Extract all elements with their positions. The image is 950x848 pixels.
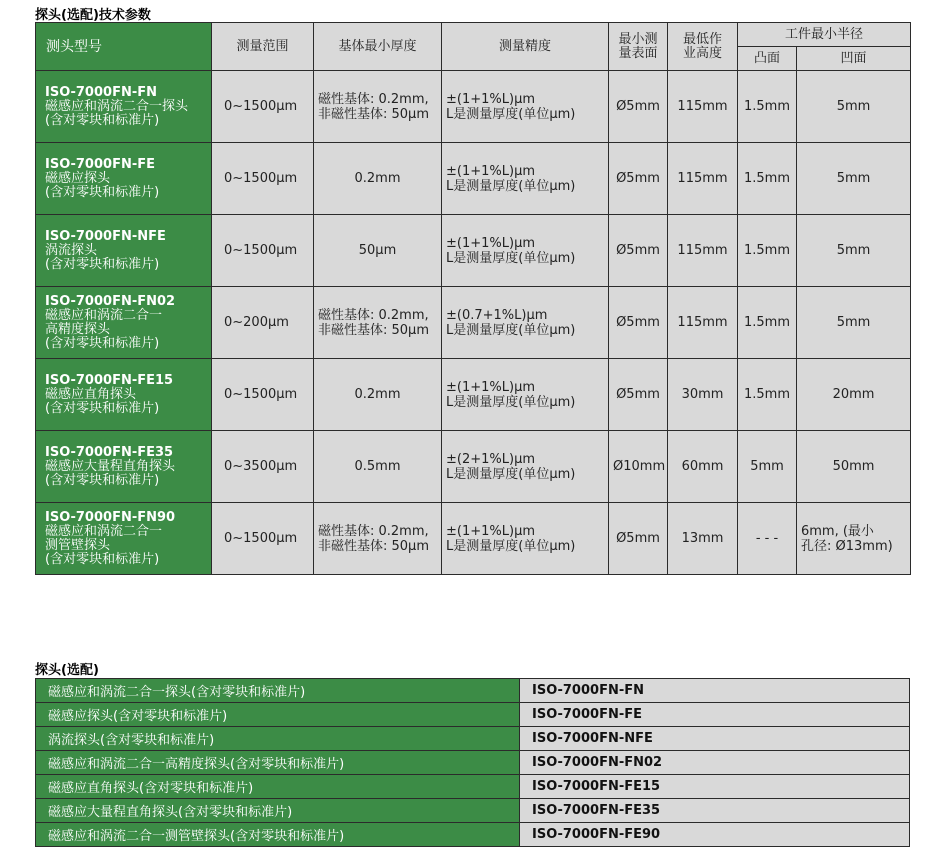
model-name: ISO-7000FN-NFE bbox=[45, 228, 166, 244]
min-thickness-cell-line: 0.5mm bbox=[354, 459, 401, 474]
model-cell bbox=[36, 431, 212, 503]
probe-section-title: 探头(选配) bbox=[35, 663, 99, 678]
convex-cell: 1.5mm bbox=[738, 287, 797, 359]
header-min-height-line2: 业高度 bbox=[682, 45, 722, 61]
range-cell: 0~1500μm bbox=[212, 503, 314, 575]
accuracy-cell-line: L是测量厚度(单位μm) bbox=[446, 466, 576, 482]
concave-cell bbox=[797, 143, 911, 215]
header-min-height-line1: 最低作 bbox=[682, 31, 722, 47]
min-height-cell: 115mm bbox=[668, 287, 738, 359]
spec-table-body bbox=[36, 71, 911, 575]
probe-desc: 磁感应探头(含对零块和标准片) bbox=[36, 703, 520, 727]
model-desc-line: 磁感应和涡流二合一 bbox=[45, 523, 163, 539]
model-desc-line: (含对零块和标准片) bbox=[45, 400, 160, 416]
accuracy-cell bbox=[442, 287, 609, 359]
header-model: 测头型号 bbox=[36, 23, 212, 71]
model-cell bbox=[36, 71, 212, 143]
model-desc-line: (含对零块和标准片) bbox=[45, 472, 160, 488]
header-min-height bbox=[668, 23, 738, 71]
min-thickness-cell bbox=[314, 431, 442, 503]
model-cell bbox=[36, 503, 212, 575]
probe-code: ISO-7000FN-FE90 bbox=[520, 823, 910, 847]
model-cell bbox=[36, 359, 212, 431]
model-name: ISO-7000FN-FE15 bbox=[45, 372, 174, 388]
probe-code: ISO-7000FN-NFE bbox=[520, 727, 910, 751]
table-row bbox=[36, 775, 910, 799]
accuracy-cell-line: ±(1+1%L)μm bbox=[446, 163, 536, 179]
min-thickness-cell-line: 磁性基体: 0.2mm, bbox=[318, 523, 429, 539]
header-min-surface-line1: 最小测 bbox=[618, 31, 658, 47]
header-min-thickness: 基体最小厚度 bbox=[314, 23, 442, 71]
convex-cell: 1.5mm bbox=[738, 359, 797, 431]
min-thickness-cell-line: 0.2mm bbox=[354, 171, 401, 186]
min-surface-cell: Ø5mm bbox=[609, 359, 668, 431]
concave-cell-line: 5mm bbox=[836, 99, 871, 114]
min-surface-cell: Ø5mm bbox=[609, 287, 668, 359]
accuracy-cell-line: ±(1+1%L)μm bbox=[446, 523, 536, 539]
accuracy-cell bbox=[442, 431, 609, 503]
model-desc-line: 磁感应和涡流二合一 bbox=[45, 307, 163, 323]
min-surface-cell: Ø5mm bbox=[609, 143, 668, 215]
min-height-cell: 115mm bbox=[668, 71, 738, 143]
probe-desc: 磁感应和涡流二合一高精度探头(含对零块和标准片) bbox=[36, 751, 520, 775]
min-height-cell: 30mm bbox=[668, 359, 738, 431]
header-min-radius: 工件最小半径 bbox=[738, 23, 911, 47]
model-desc-line: 测管壁探头 bbox=[45, 537, 111, 553]
model-cell bbox=[36, 287, 212, 359]
concave-cell-line: 20mm bbox=[832, 387, 875, 402]
probe-desc: 磁感应大量程直角探头(含对零块和标准片) bbox=[36, 799, 520, 823]
min-thickness-cell bbox=[314, 215, 442, 287]
probe-code: ISO-7000FN-FN02 bbox=[520, 751, 910, 775]
min-surface-cell: Ø10mm bbox=[609, 431, 668, 503]
convex-cell: 5mm bbox=[738, 431, 797, 503]
model-desc-line: 涡流探头 bbox=[45, 242, 98, 258]
model-desc-line: (含对零块和标准片) bbox=[45, 184, 160, 200]
probe-code: ISO-7000FN-FN bbox=[520, 679, 910, 703]
header-convex: 凸面 bbox=[738, 47, 797, 71]
accuracy-cell-line: L是测量厚度(单位μm) bbox=[446, 106, 576, 122]
probe-code: ISO-7000FN-FE15 bbox=[520, 775, 910, 799]
header-accuracy: 测量精度 bbox=[442, 23, 609, 71]
model-name: ISO-7000FN-FE35 bbox=[45, 444, 174, 460]
range-cell: 0~1500μm bbox=[212, 71, 314, 143]
min-thickness-cell-line: 0.2mm bbox=[354, 387, 401, 402]
concave-cell bbox=[797, 287, 911, 359]
min-thickness-cell-line: 磁性基体: 0.2mm, bbox=[318, 91, 429, 107]
min-height-cell: 13mm bbox=[668, 503, 738, 575]
concave-cell-line: 5mm bbox=[836, 243, 871, 258]
probe-code: ISO-7000FN-FE bbox=[520, 703, 910, 727]
concave-cell-line: 孔径: Ø13mm) bbox=[801, 538, 893, 554]
concave-cell-line: 5mm bbox=[836, 171, 871, 186]
accuracy-cell bbox=[442, 143, 609, 215]
min-thickness-cell bbox=[314, 71, 442, 143]
table-row bbox=[36, 679, 910, 703]
table-row bbox=[36, 431, 911, 503]
convex-cell: 1.5mm bbox=[738, 143, 797, 215]
probe-code: ISO-7000FN-FE35 bbox=[520, 799, 910, 823]
min-thickness-cell bbox=[314, 359, 442, 431]
min-thickness-cell bbox=[314, 503, 442, 575]
accuracy-cell-line: L是测量厚度(单位μm) bbox=[446, 178, 576, 194]
spec-table bbox=[35, 22, 911, 575]
min-thickness-cell bbox=[314, 143, 442, 215]
accuracy-cell bbox=[442, 503, 609, 575]
model-desc-line: (含对零块和标准片) bbox=[45, 112, 160, 128]
model-name: ISO-7000FN-FN90 bbox=[45, 509, 176, 525]
model-cell bbox=[36, 143, 212, 215]
concave-cell bbox=[797, 71, 911, 143]
table-row bbox=[36, 143, 911, 215]
range-cell: 0~1500μm bbox=[212, 143, 314, 215]
table-row bbox=[36, 215, 911, 287]
min-thickness-cell-line: 磁性基体: 0.2mm, bbox=[318, 307, 429, 323]
accuracy-cell-line: L是测量厚度(单位μm) bbox=[446, 538, 576, 554]
table-row bbox=[36, 751, 910, 775]
concave-cell bbox=[797, 359, 911, 431]
accuracy-cell-line: L是测量厚度(单位μm) bbox=[446, 394, 576, 410]
header-concave: 凹面 bbox=[797, 47, 911, 71]
model-cell bbox=[36, 215, 212, 287]
range-cell: 0~3500μm bbox=[212, 431, 314, 503]
table-row bbox=[36, 703, 910, 727]
accuracy-cell-line: L是测量厚度(单位μm) bbox=[446, 250, 576, 266]
min-surface-cell: Ø5mm bbox=[609, 215, 668, 287]
min-height-cell: 115mm bbox=[668, 215, 738, 287]
min-height-cell: 60mm bbox=[668, 431, 738, 503]
model-desc-line: 磁感应和涡流二合一探头 bbox=[45, 98, 189, 114]
model-desc-line: 高精度探头 bbox=[45, 321, 111, 337]
min-thickness-cell bbox=[314, 287, 442, 359]
min-thickness-cell-line: 50μm bbox=[358, 243, 397, 258]
concave-cell bbox=[797, 503, 911, 575]
header-min-surface-line2: 量表面 bbox=[618, 45, 658, 61]
probe-desc: 磁感应直角探头(含对零块和标准片) bbox=[36, 775, 520, 799]
concave-cell-line: 50mm bbox=[832, 459, 875, 474]
model-desc-line: 磁感应探头 bbox=[45, 170, 111, 186]
convex-cell: - - - bbox=[738, 503, 797, 575]
table-row bbox=[36, 799, 910, 823]
concave-cell bbox=[797, 215, 911, 287]
probe-desc: 涡流探头(含对零块和标准片) bbox=[36, 727, 520, 751]
concave-cell-line: 5mm bbox=[836, 315, 871, 330]
probe-desc: 磁感应和涡流二合一探头(含对零块和标准片) bbox=[36, 679, 520, 703]
probe-table bbox=[35, 678, 910, 847]
concave-cell-line: 6mm, (最小 bbox=[801, 523, 874, 539]
table-row bbox=[36, 287, 911, 359]
table-row bbox=[36, 823, 910, 847]
accuracy-cell-line: ±(1+1%L)μm bbox=[446, 91, 536, 107]
model-name: ISO-7000FN-FE bbox=[45, 156, 155, 172]
concave-cell bbox=[797, 431, 911, 503]
accuracy-cell-line: ±(0.7+1%L)μm bbox=[446, 307, 548, 323]
accuracy-cell-line: ±(1+1%L)μm bbox=[446, 379, 536, 395]
convex-cell: 1.5mm bbox=[738, 71, 797, 143]
range-cell: 0~1500μm bbox=[212, 215, 314, 287]
model-desc-line: (含对零块和标准片) bbox=[45, 335, 160, 351]
table-row bbox=[36, 503, 911, 575]
range-cell: 0~1500μm bbox=[212, 359, 314, 431]
model-desc-line: 磁感应大量程直角探头 bbox=[45, 458, 176, 474]
min-height-cell: 115mm bbox=[668, 143, 738, 215]
convex-cell: 1.5mm bbox=[738, 215, 797, 287]
table-row bbox=[36, 727, 910, 751]
model-desc-line: (含对零块和标准片) bbox=[45, 256, 160, 272]
min-surface-cell: Ø5mm bbox=[609, 71, 668, 143]
model-desc-line: (含对零块和标准片) bbox=[45, 551, 160, 567]
accuracy-cell-line: ±(1+1%L)μm bbox=[446, 235, 536, 251]
header-min-surface bbox=[609, 23, 668, 71]
spec-section-title: 探头(选配)技术参数 bbox=[35, 8, 151, 23]
model-name: ISO-7000FN-FN02 bbox=[45, 293, 176, 309]
probe-table-body bbox=[36, 679, 910, 847]
accuracy-cell-line: ±(2+1%L)μm bbox=[446, 451, 536, 467]
min-thickness-cell-line: 非磁性基体: 50μm bbox=[318, 322, 429, 338]
table-row bbox=[36, 71, 911, 143]
probe-desc: 磁感应和涡流二合一测管壁探头(含对零块和标准片) bbox=[36, 823, 520, 847]
min-surface-cell: Ø5mm bbox=[609, 503, 668, 575]
range-cell: 0~200μm bbox=[212, 287, 314, 359]
accuracy-cell bbox=[442, 215, 609, 287]
table-row bbox=[36, 359, 911, 431]
model-name: ISO-7000FN-FN bbox=[45, 84, 157, 100]
min-thickness-cell-line: 非磁性基体: 50μm bbox=[318, 106, 429, 122]
model-desc-line: 磁感应直角探头 bbox=[45, 386, 137, 402]
accuracy-cell bbox=[442, 359, 609, 431]
accuracy-cell bbox=[442, 71, 609, 143]
accuracy-cell-line: L是测量厚度(单位μm) bbox=[446, 322, 576, 338]
min-thickness-cell-line: 非磁性基体: 50μm bbox=[318, 538, 429, 554]
header-range: 测量范围 bbox=[212, 23, 314, 71]
